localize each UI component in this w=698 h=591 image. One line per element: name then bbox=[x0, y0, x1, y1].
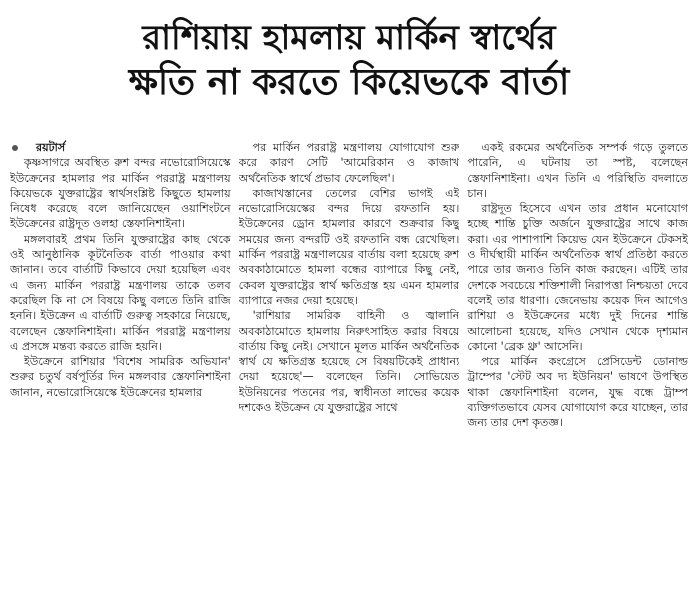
byline-source: রয়টার্স bbox=[36, 141, 66, 154]
paragraph: কাজাখস্তানের তেলের বেশির ভাগই এই নভোরোসিয়েস্কের বন্দর দিয়ে রফতানি হয়। ইউক্রেনের ড্রোন হামলার কারণে শুক্রবার কিছু সময়ের জন্য বন্দরটি ওই রফতানি বন্ধ রেখেছিল। মার্কিন পররাষ্ট্র মন্ত্রণালয়ের বার্তায় বলা হয়েছে রুশ অবকাঠামোতে হামলা বন্ধের ব্যাপারে কিছু নেই, কেবল যুক্তরাষ্ট্রের স্বার্থ ক্ষতিগ্রস্ত হয় এমন হামলার ব্যাপারে নজর দেয়া হয়েছে। bbox=[238, 186, 460, 307]
column-3 bbox=[467, 140, 688, 584]
paragraph: পর মার্কিন পররাষ্ট্র মন্ত্রণালয় যোগাযোগ শুরু করে কারণ সেটি 'আমেরিকান ও কাজাখ অর্থনৈতিক স্বার্থে প্রভাব ফেলেছিল'। bbox=[238, 141, 460, 185]
headline-line-2: ক্ষতি না করতে কিয়েভকে বার্তা bbox=[128, 62, 570, 103]
paragraph: পরে মার্কিন কংগ্রেসে প্রেসিডেন্ট ডোনাল্ড ট্রাম্পের 'স্টেট অব দ্য ইউনিয়ন' ভাষণে উপস্থিত থাকা স্তেফানিশাইনা বলেন, যুদ্ধ বন্ধে ট্রাম্প ব্যক্তিগতভাবে যেসব যোগাযোগ করে যাচ্ছেন, তার জন্য তার দেশ কৃতজ্ঞ। bbox=[467, 355, 689, 430]
article-body bbox=[10, 140, 688, 584]
column-1 bbox=[10, 140, 231, 584]
paragraph: 'রাশিয়ার সামরিক বাহিনী ও জ্বালানি অবকাঠামোতে হামলায় নিরুৎসাহিত করার বিষয়ে বার্তায় কিছু নেই। সেখানে মূলত মার্কিন অর্থনৈতিক স্বার্থ যে ক্ষতিগ্রস্ত হয়েছে সে বিষয়টিকেই প্রাধান্য দেয়া হয়েছে'— বলেছেন তিনি। সোভিয়েত ইউনিয়নের পতনের পর, স্বাধীনতা লাভের কয়েক দশকেও ইউক্রেন যে যুক্তরাষ্ট্রের সাথে bbox=[238, 309, 460, 415]
bullet-dot-icon bbox=[12, 145, 18, 151]
column-2 bbox=[239, 140, 460, 584]
paragraph: ইউক্রেনে রাশিয়ার 'বিশেষ সামরিক অভিযান' শুরুর চতুর্থ বর্ষপূর্তির দিন মঙ্গলবার স্তেফানিশাইনা জানান, নভোরোসিয়েস্কে ইউক্রেনের হামলার bbox=[10, 355, 231, 399]
paragraph: একই রকমের অর্থনৈতিক সম্পর্ক গড়ে তুলতে পারেনি, এ ঘটনায় তা স্পষ্ট, বলেছেন স্তেফানিশাইনা। এখন তিনি এ পরিস্থিতি বদলাতে চান। bbox=[467, 141, 689, 200]
paragraph: রাষ্ট্রদূত হিসেবে এখন তার প্রধান মনোযোগ হচ্ছে শান্তি চুক্তি অর্জনে যুক্তরাষ্ট্রের সাথে কাজ করা। এর পাশাপাশি কিয়েভ যেন ইউক্রেনে টেকসই ও দীর্ঘস্থায়ী মার্কিন অর্থনৈতিক স্বার্থ প্রতিষ্ঠা করতে পারে তার জন্যও তিনি কাজ করছেন। এটিই তার দেশকে সবচেয়ে শক্তিশালী নিরাপত্তা নিশ্চয়তা দেবে বলেই তার ধারণা। জেনেভায় কয়েক দিন আগেও রাশিয়া ও ইউক্রেনের মধ্যে দুই দিনের শান্তি আলোচনা হয়েছে, যদিও সেখান থেকে দৃশ্যমান কোনো 'ব্রেক থ্রু' আসেনি। bbox=[467, 202, 689, 353]
headline bbox=[10, 16, 688, 106]
byline bbox=[10, 140, 231, 155]
paragraph: মঙ্গলবারই প্রথম তিনি যুক্তরাষ্ট্রের কাছ থেকে ওই আনুষ্ঠানিক কূটনৈতিক বার্তা পাওয়ার কথা জানান। তবে বার্তাটি কিভাবে দেয়া হয়েছিল এবং এ জন্য মার্কিন পররাষ্ট্র মন্ত্রণালয় তাকে তলব করেছিল কি না সে বিষয়ে কিছু বলতে তিনি রাজি হননি। ইউক্রেন এ বার্তাটি গুরুত্ব সহকারে নিয়েছে, বলেছেন স্তেফানিশাইনা। মার্কিন পররাষ্ট্র মন্ত্রণালয় এ প্রসঙ্গে মন্তব্য করতে রাজি হয়নি। bbox=[10, 232, 231, 353]
paragraph: কৃষ্ণসাগরে অবস্থিত রুশ বন্দর নভোরোসিয়েস্কে ইউক্রেনের হামলার পর মার্কিন পররাষ্ট্র মন্ত্রণালয় কিয়েভকে যুক্তরাষ্ট্রের স্বার্থসংশ্লিষ্ট কিছুতে হামলায় নিষেধ করেছে বলে জানিয়েছেন ওয়াশিংটনে ইউক্রেনের রাষ্ট্রদূত ওলহা স্তেফানিশাইনা। bbox=[10, 156, 231, 231]
headline-line-1: রাশিয়ায় হামলায় মার্কিন স্বার্থের bbox=[142, 18, 556, 58]
